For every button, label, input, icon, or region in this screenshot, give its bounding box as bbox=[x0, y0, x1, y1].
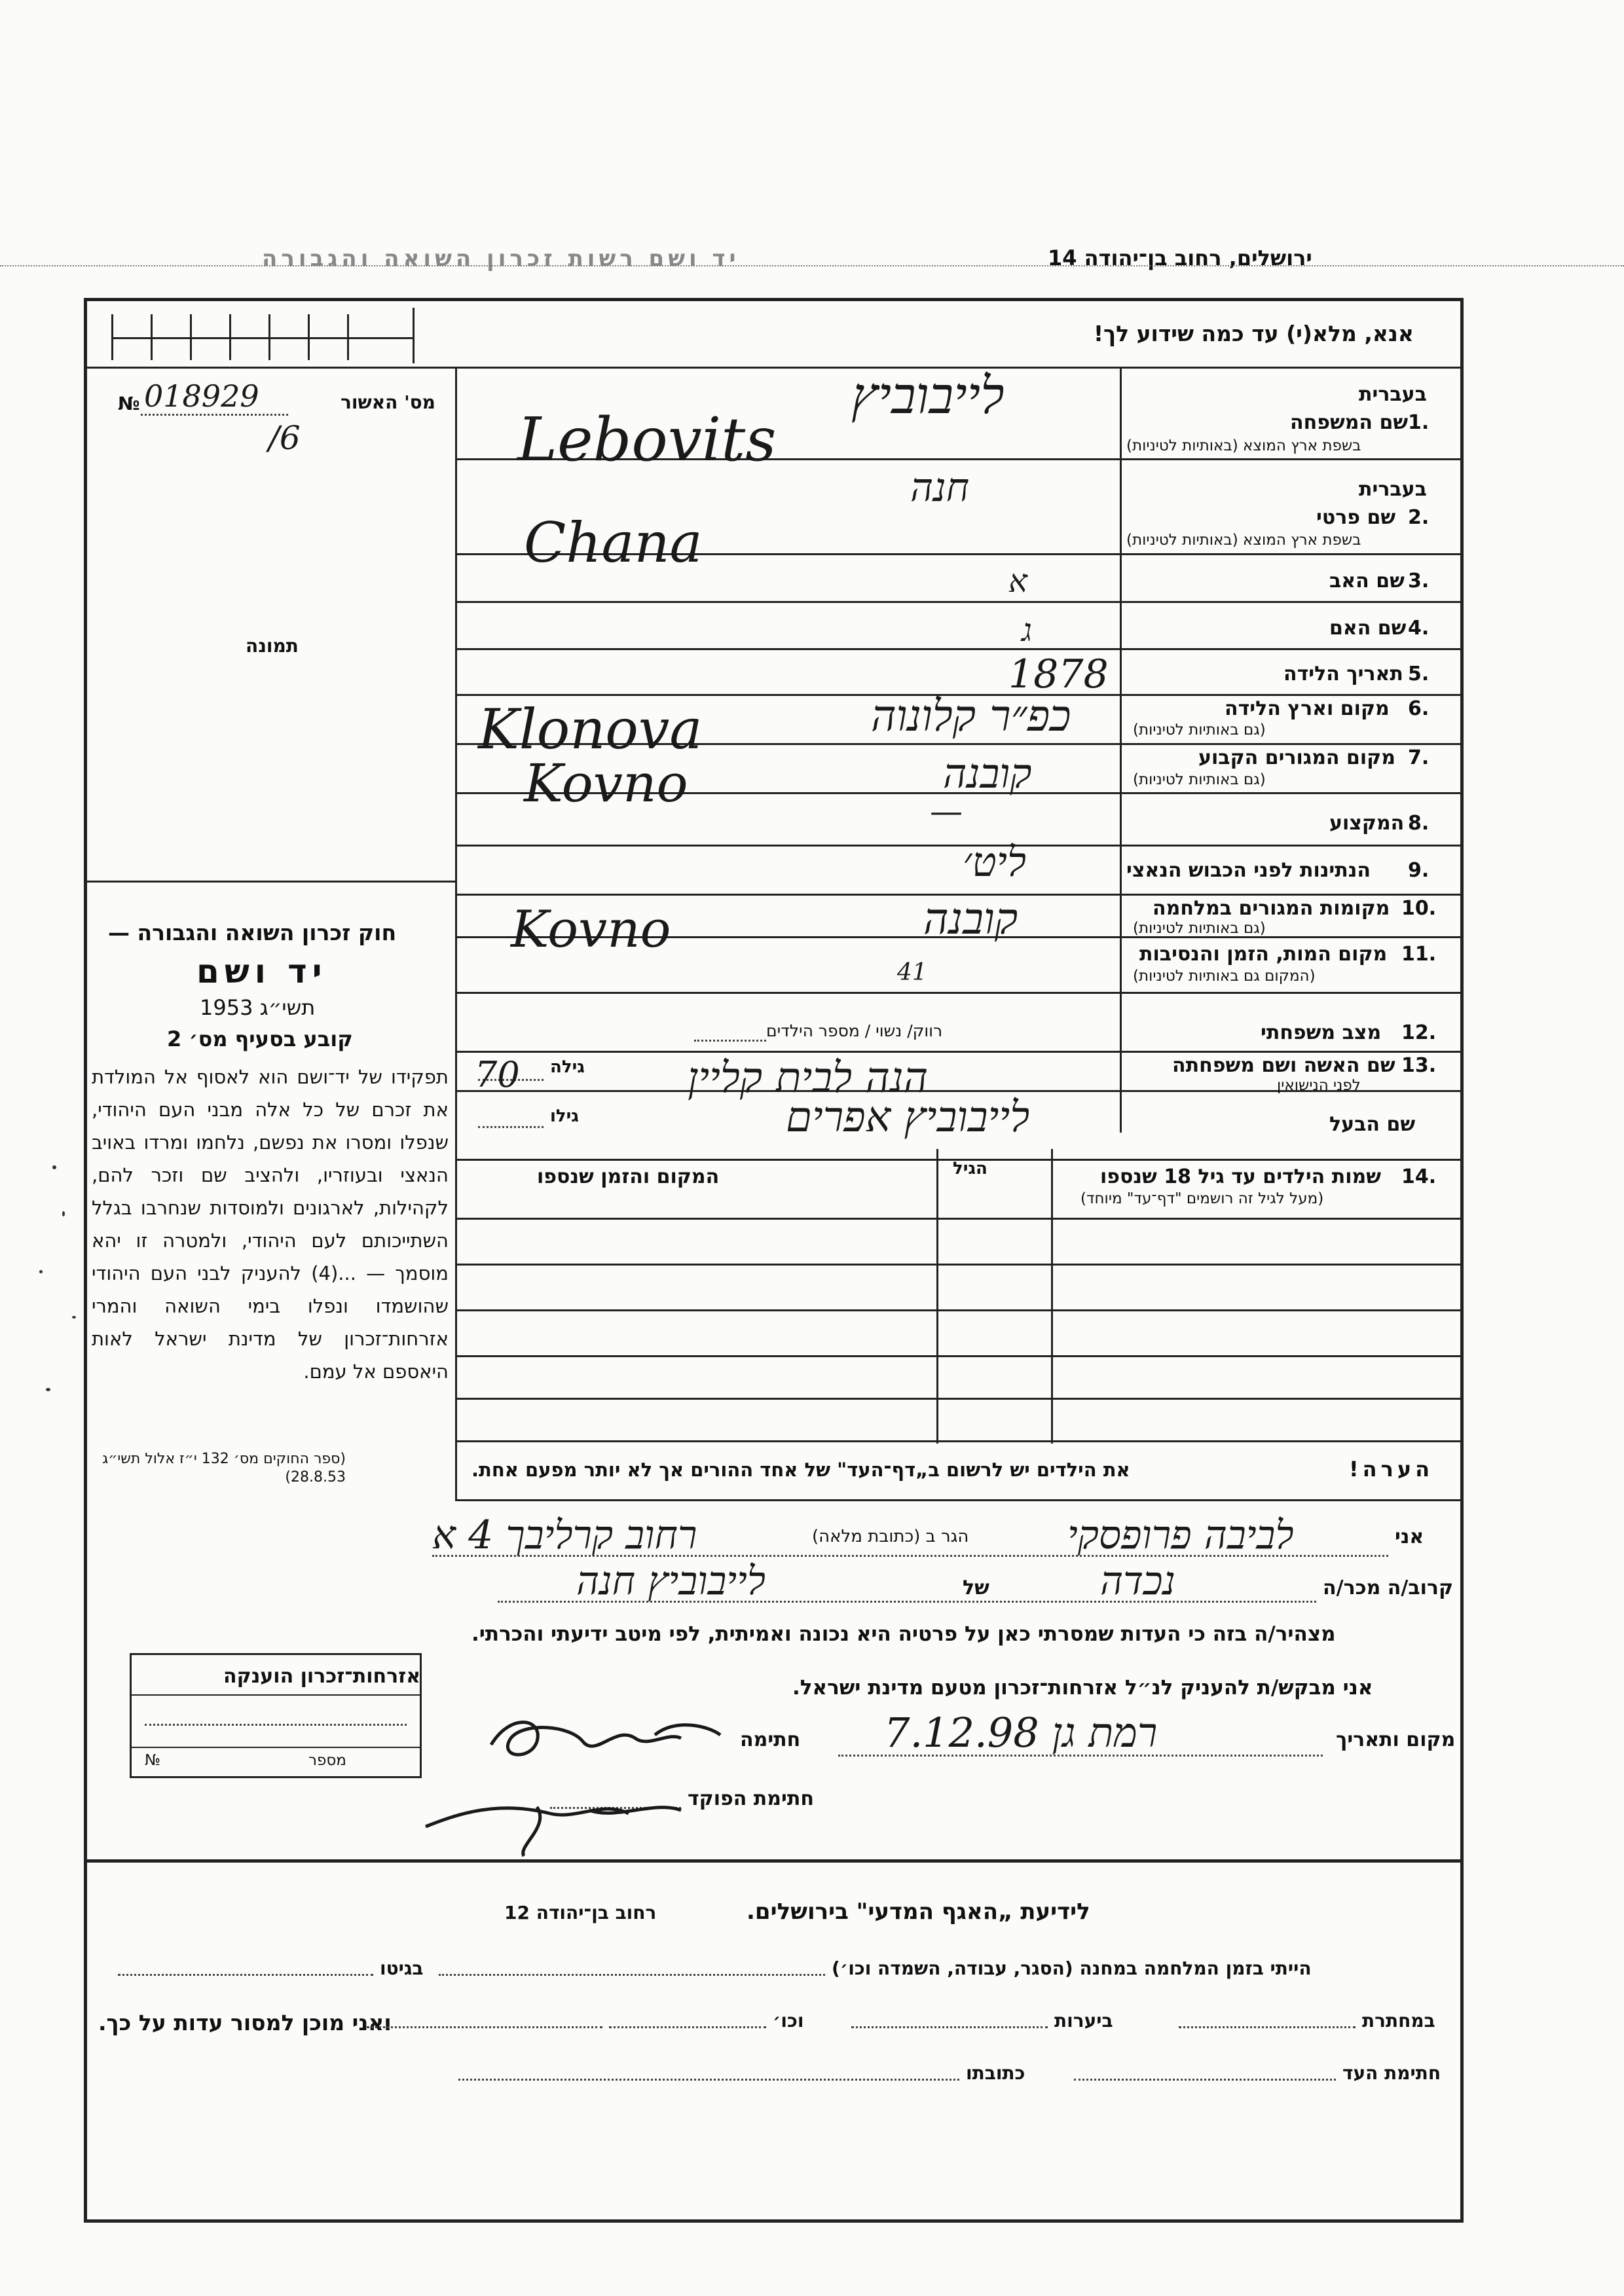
field-6-latin-value: Klonova bbox=[478, 697, 703, 761]
field-11-sub: (המקום גם באותיות לטיניות) bbox=[1133, 968, 1316, 985]
decl-signature bbox=[485, 1705, 733, 1771]
field-1-hebrew-tag: בעברית bbox=[1359, 383, 1427, 406]
field-husband-age-label: גילו bbox=[550, 1106, 579, 1126]
children-row-4 bbox=[455, 1355, 1462, 1357]
field-1-hebrew-value: לייבוביץ bbox=[851, 367, 1005, 426]
field-5-label: תאריך הלידה bbox=[1283, 663, 1403, 685]
scan-speck bbox=[52, 1165, 56, 1169]
note-label: הערה! bbox=[1349, 1457, 1434, 1482]
cert-label: מס' האשור bbox=[341, 392, 435, 413]
field-10-hebrew-value: קובנה bbox=[923, 894, 1018, 944]
stamp-ticks bbox=[111, 308, 439, 363]
decl-person-name: לייבוביץ חנה bbox=[576, 1558, 766, 1604]
field-9-num: 9. bbox=[1408, 859, 1430, 882]
children-row-1 bbox=[455, 1218, 1462, 1220]
info-ghetto: בגיטו bbox=[380, 1958, 424, 1979]
decl-relation: נכדה bbox=[1100, 1558, 1175, 1604]
field-8-label: המקצוע bbox=[1329, 812, 1405, 835]
field-5-value: 1878 bbox=[1008, 651, 1109, 697]
field-2-latin-value: Chana bbox=[524, 511, 703, 575]
children-col-age: הגיל bbox=[953, 1159, 987, 1178]
field-9-value: ליט׳ bbox=[963, 838, 1027, 886]
header-dotted-rule bbox=[0, 265, 1624, 266]
row-rule-3 bbox=[455, 601, 1462, 603]
field-12-num: 12. bbox=[1401, 1021, 1437, 1044]
signature-scribble bbox=[485, 1705, 733, 1771]
field-12-dotted bbox=[694, 1040, 766, 1042]
cert-number: 018929 bbox=[144, 378, 259, 414]
scan-speck bbox=[72, 1316, 76, 1319]
label-column-divider bbox=[1120, 367, 1122, 1133]
scan-speck bbox=[46, 1388, 50, 1391]
field-3-label: שם האב bbox=[1329, 570, 1405, 592]
field-4-label: שם האם bbox=[1329, 617, 1407, 640]
field-1-latin-value: Lebovits bbox=[517, 405, 777, 475]
decl-address: רחוב קרליבך 4 א bbox=[432, 1512, 697, 1558]
decl-of: של bbox=[963, 1576, 989, 1599]
field-11-value: 41 bbox=[897, 959, 927, 986]
decl-place-date: רמת גן 7.12.98 bbox=[884, 1709, 1158, 1757]
row-rule-8 bbox=[455, 845, 1462, 847]
field-10-num: 10. bbox=[1401, 897, 1437, 920]
field-10-latin-value: Kovno bbox=[511, 900, 671, 959]
info-forests-dotted bbox=[851, 2026, 1048, 2028]
field-4-num: 4. bbox=[1408, 617, 1430, 640]
header-address: ירושלים, רחוב בן־יהודה 14 bbox=[1048, 246, 1312, 270]
field-10-label: מקומות המגורים במלחמה bbox=[1153, 897, 1390, 920]
children-sub: (מעל לגיל זה רושמים "דף־עד" מיוחד) bbox=[1080, 1190, 1324, 1207]
info-witness-dotted bbox=[1074, 2079, 1336, 2081]
info-title: לידיעת „האגף המדעי" בירושלים. bbox=[747, 1899, 1090, 1925]
form-title: אנא, מלא(י) עד כמה שידוע לך! bbox=[1094, 321, 1414, 346]
photo-box-bottom bbox=[84, 881, 456, 883]
field-7-label: מקום המגורים הקבוע bbox=[1198, 746, 1395, 769]
info-etc-dotted bbox=[609, 2026, 766, 2028]
field-3-num: 3. bbox=[1408, 570, 1430, 592]
field-13-value: הנה לבית קליין bbox=[688, 1054, 929, 1102]
children-row-5 bbox=[455, 1398, 1462, 1400]
field-7-latin-value: Kovno bbox=[524, 753, 688, 814]
decl-address-label: הגר ב (כתובת מלאה) bbox=[812, 1527, 969, 1546]
decl-clerk-label: חתימת הפוקד bbox=[688, 1787, 814, 1810]
section-line: קובע בסעיף מס׳ 2 bbox=[167, 1027, 353, 1051]
field-13-sub: לפני הנישואין bbox=[1277, 1077, 1361, 1094]
decl-signature-label: חתימה bbox=[740, 1728, 801, 1751]
info-witness-sig: חתימת העד bbox=[1342, 2062, 1441, 2084]
field-6-sub: (גם באותיות לטיניות) bbox=[1133, 721, 1266, 738]
decl-relative-label: קרוב/ה מכר/ה bbox=[1323, 1576, 1454, 1599]
field-6-hebrew-value: כפ״ר קלונוה bbox=[871, 691, 1071, 741]
cert-suffix: /6 bbox=[268, 419, 301, 457]
info-section-top bbox=[84, 1859, 1462, 1863]
citizenship-box-number-prefix: № bbox=[145, 1752, 160, 1769]
field-2-hebrew-value: חנה bbox=[910, 465, 970, 511]
info-line1: הייתי בזמן המלחמה במחנה (הסגר, עבודה, השמדה וכו׳) bbox=[832, 1958, 1312, 1979]
children-num: 14. bbox=[1401, 1165, 1437, 1188]
frame-right bbox=[1460, 298, 1464, 2223]
field-8-value: — bbox=[930, 792, 963, 830]
law-paragraph: תפקידו של יד־ושם הוא לאסוף אל המולדת את זכרם של כל אלה מבני העם היהודי, שנפלו ומסרו את נפשם, נלחמו ומרדו באויב הנאצי ובעוזריו, ולהציב שם וזכר להם, לקהילות, לארגונים ולמוסדות שנחרבו בגלל השתייכותם לעם היהודי, ולמטרה זו יהא מוסמך — ...(4) להעניק לבני העם היהודי שהושמדו ונפלו בימי השואה והמרי אזרחות־זכרון של מדינת ישראל לאות היאספם אל עמם. bbox=[92, 1066, 449, 1383]
law-citation: (ספר החוקים מס׳ 132 י״ז אלול תשי״ג 28.8.53) bbox=[102, 1451, 346, 1485]
header-faded-text: יד ושם רשות זכרון השואה והגבורה bbox=[262, 246, 740, 272]
decl-request: אני מבקש/ת להעניק לנ״ל אזרחות־זכרון מטעם מדינת ישראל. bbox=[792, 1676, 1373, 1700]
info-ghetto-dotted bbox=[118, 1974, 373, 1976]
field-8-num: 8. bbox=[1408, 812, 1430, 835]
field-husband-age-dotted bbox=[478, 1126, 544, 1128]
field-13-label: שם האשה ושם משפחתה bbox=[1172, 1054, 1395, 1077]
field-12-value: רווק/ נשוי / מספר הילדים bbox=[766, 1021, 943, 1040]
field-2-num: 2. bbox=[1408, 506, 1430, 529]
info-underground: במחתרת bbox=[1362, 2010, 1435, 2032]
clerk-signature bbox=[419, 1774, 694, 1859]
field-husband-label: שם הבעל bbox=[1329, 1113, 1416, 1136]
field-10-sub: (גם באותיות לטיניות) bbox=[1133, 920, 1266, 937]
info-address-dotted bbox=[458, 2079, 959, 2081]
citizenship-box-number-label: מספר bbox=[308, 1752, 346, 1769]
note-row-bottom bbox=[455, 1499, 1462, 1501]
field-11-num: 11. bbox=[1401, 943, 1437, 966]
field-2-hebrew-tag: בעברית bbox=[1359, 478, 1427, 501]
field-7-num: 7. bbox=[1408, 746, 1430, 769]
field-13-num: 13. bbox=[1401, 1054, 1437, 1077]
field-3-value: א bbox=[1008, 563, 1027, 600]
decl-name: לביבה פרופסקי bbox=[1067, 1512, 1294, 1558]
frame-left bbox=[84, 298, 87, 2223]
frame-bottom bbox=[84, 2219, 1464, 2223]
field-2-sub: בשפת ארץ המוצא (באותיות לטיניות) bbox=[1126, 532, 1361, 549]
field-11-label: מקום המות, הזמן והנסיבות bbox=[1139, 943, 1388, 966]
children-col-place: המקום והזמן שנספו bbox=[537, 1165, 720, 1188]
photo-label: תמונה bbox=[246, 635, 299, 657]
children-row-2 bbox=[455, 1264, 1462, 1266]
field-husband-value: לייבוביץ אפרים bbox=[786, 1093, 1030, 1142]
field-4-value: ג bbox=[1022, 612, 1032, 649]
law-title: חוק זכרון השואה והגבורה — bbox=[108, 920, 397, 945]
decl-line2-dotted bbox=[498, 1601, 1316, 1603]
citizenship-box bbox=[130, 1653, 422, 1778]
cert-dotted bbox=[141, 414, 288, 416]
decl-place-date-label: מקום ותאריך bbox=[1336, 1728, 1456, 1751]
row-rule-11 bbox=[455, 992, 1462, 994]
info-etc: וכו׳ bbox=[773, 2010, 804, 2032]
info-address: רחוב בן־יהודה 12 bbox=[504, 1902, 657, 1923]
field-2-label: שם פרטי bbox=[1316, 506, 1396, 529]
field-13-age-label: גילה bbox=[550, 1057, 585, 1077]
frame-top bbox=[84, 298, 1464, 301]
children-row-3 bbox=[455, 1309, 1462, 1311]
field-6-num: 6. bbox=[1408, 697, 1430, 720]
scan-speck bbox=[62, 1211, 65, 1216]
citizenship-box-title: אזרחות־זכרון הוענקה bbox=[223, 1665, 421, 1688]
children-label: שמות הילדים עד גיל 18 שנספו bbox=[1100, 1165, 1381, 1188]
field-7-hebrew-value: קובנה bbox=[943, 750, 1032, 797]
year-line: תשי״ג 1953 bbox=[200, 995, 316, 1020]
field-13-age-value: 70 bbox=[475, 1054, 520, 1095]
decl-place-date-dotted bbox=[838, 1755, 1323, 1757]
field-7-sub: (גם באותיות לטיניות) bbox=[1133, 771, 1266, 788]
info-ready-dotted bbox=[367, 2026, 602, 2028]
field-9-label: הנתינות לפני הכבוש הנאצי bbox=[1126, 859, 1371, 882]
row-rule-4 bbox=[455, 648, 1462, 650]
info-address-label: כתובתו bbox=[966, 2062, 1025, 2084]
info-ready: ואני מוכן למסור עדות על כך. bbox=[98, 2010, 392, 2035]
org-name: יד ושם bbox=[196, 953, 327, 991]
field-1-label: שם המשפחה bbox=[1290, 411, 1409, 434]
scan-speck bbox=[39, 1270, 43, 1273]
children-left-border bbox=[455, 1159, 457, 1499]
cert-prefix: № bbox=[118, 393, 140, 414]
field-1-sub: בשפת ארץ המוצא (באותיות לטיניות) bbox=[1126, 437, 1361, 454]
clerk-signature-scribble bbox=[419, 1774, 694, 1859]
decl-ani: אני bbox=[1395, 1525, 1424, 1548]
title-row-rule bbox=[84, 367, 1462, 369]
field-1-num: 1. bbox=[1408, 411, 1430, 434]
decl-line1-dotted bbox=[432, 1555, 1388, 1557]
field-12-label: מצב משפחתי bbox=[1261, 1021, 1382, 1044]
left-panel-divider bbox=[455, 367, 457, 1159]
decl-statement: מצהיר/ה בזה כי העדות שמסרתי כאן על פרטיה היא נכונה ואמיתית, לפי מיטב ידיעתי והכרתי. bbox=[471, 1622, 1336, 1646]
info-line1-dotted bbox=[439, 1974, 825, 1976]
children-row-6 bbox=[455, 1440, 1462, 1442]
field-6-label: מקום וארץ הלידה bbox=[1225, 697, 1390, 720]
field-5-num: 5. bbox=[1408, 663, 1430, 685]
info-forests: ביערות bbox=[1054, 2010, 1113, 2032]
info-underground-dotted bbox=[1179, 2026, 1356, 2028]
row-rule-12 bbox=[455, 1051, 1462, 1053]
note-text: את הילדים יש לרשום ב„דף־העד" של אחד ההורים אך לא יותר מפעם אחת. bbox=[471, 1459, 1130, 1481]
